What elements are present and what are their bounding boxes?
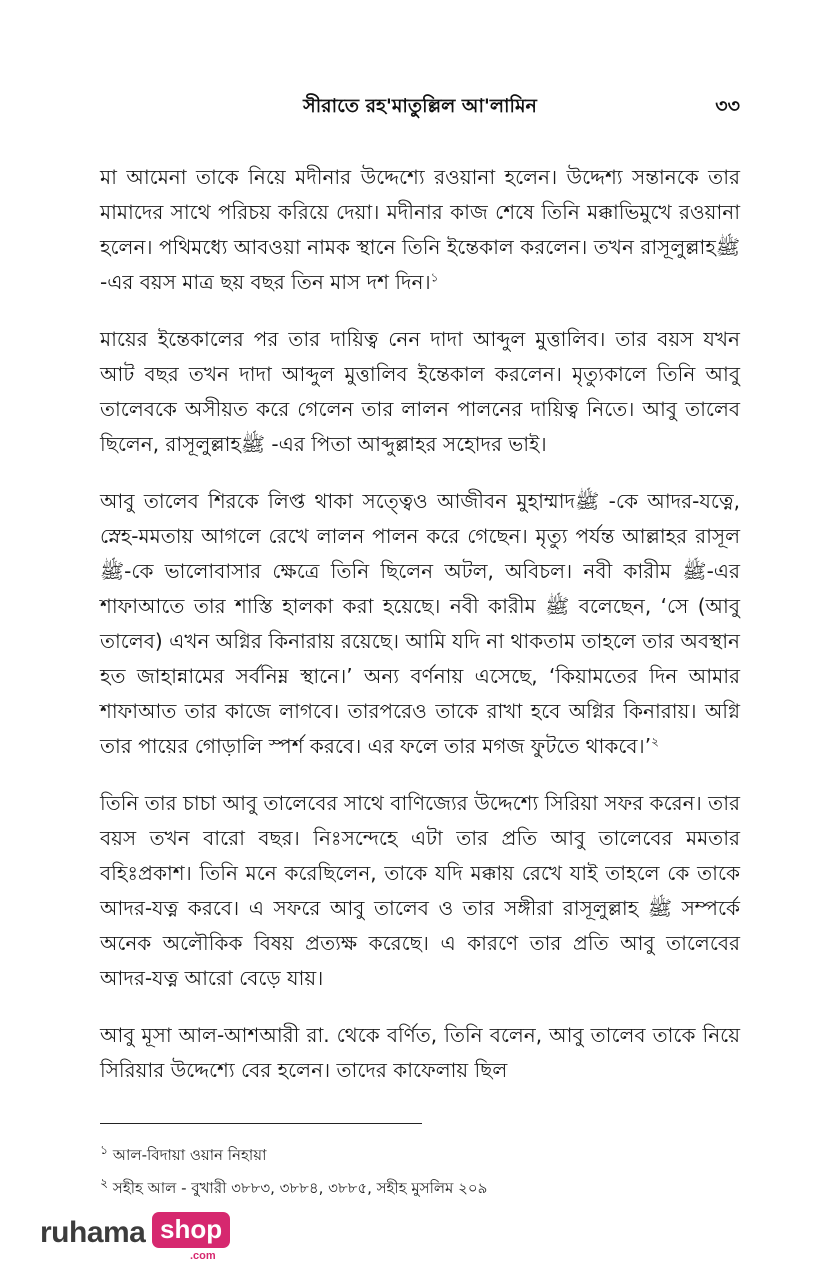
footnote-text: সহীহ আল - বুখারী ৩৮৮৩, ৩৮৮৪, ৩৮৮৫, সহীহ মুসলিম ২০৯: [112, 1179, 488, 1197]
paragraph: [100, 160, 740, 300]
footnote-divider: [100, 1123, 422, 1124]
footnote-item: [100, 1169, 740, 1202]
logo-brand: ruhama: [40, 1216, 146, 1249]
book-title: সীরাতে রহ'মাতুল্লিল আ'লামিন: [303, 95, 537, 117]
footnotes: [100, 1136, 740, 1202]
logo-badge: shop: [152, 1212, 230, 1248]
footnote-mark: ১: [100, 1142, 109, 1157]
paragraph: [100, 484, 740, 764]
paragraph: [100, 786, 740, 996]
footnote-item: [100, 1136, 740, 1169]
paragraph-text: মা আমেনা তাকে নিয়ে মদীনার উদ্দেশ্যে রওয়ানা হলেন। উদ্দেশ্য সন্তানকে তার মামাদের সাথে পরিচয় করিয়ে দেয়া। মদীনার কাজ শেষে তিনি মক্কাভিমুখে রওয়ানা হলেন। পথিমধ্যে আবওয়া নামক স্থানে তিনি ইন্তেকাল করলেন। তখন রাসূলুল্লাহﷺ -এর বয়স মাত্র ছয় বছর তিন মাস দশ দিন।: [100, 165, 740, 294]
page-number: ৩৩: [715, 95, 740, 117]
paragraph: [100, 1018, 740, 1088]
footnote-ref[interactable]: ২: [651, 734, 659, 749]
footnote-ref[interactable]: ১: [430, 270, 439, 285]
logo-domain: .com: [190, 1250, 216, 1262]
page-body: [100, 160, 740, 1110]
footnote-mark: ২: [100, 1175, 109, 1190]
running-header: [100, 92, 740, 126]
paragraph-text: আবু তালেব শিরকে লিপ্ত থাকা সত্ত্বেও আজীবন মুহাম্মাদﷺ -কে আদর-যত্নে, স্নেহ-মমতায় আগলে রেখে লালন পালন করে গেছেন। মৃত্যু পর্যন্ত আল্লাহর রাসূল ﷺ-কে ভালোবাসার ক্ষেত্রে তিনি ছিলেন অটল, অবিচল। নবী কারীম ﷺ-এর শাফাআতে তার শাস্তি হালকা করা হয়েছে। নবী কারীম ﷺ বলেছেন, ‘সে (আবু তালেব) এখন অগ্নির কিনারায় রয়েছে। আমি যদি না থাকতাম তাহলে তার অবস্থান হত জাহান্নামের সর্বনিম্ন স্থানে।’ অন্য বর্ণনায় এসেছে, ‘কিয়ামতের দিন আমার শাফাআত তার কাজে লাগবে। তারপরেও তাকে রাখা হবে অগ্নির কিনারায়। অগ্নি তার পায়ের গোড়ালি স্পর্শ করবে। এর ফলে তার মগজ ফুটতে থাকবে।’: [100, 489, 740, 758]
paragraph: [100, 322, 740, 462]
footnote-text: আল-বিদায়া ওয়ান নিহায়া: [112, 1146, 267, 1164]
paragraph-text: তিনি তার চাচা আবু তালেবের সাথে বাণিজ্যের উদ্দেশ্যে সিরিয়া সফর করেন। তার বয়স তখন বারো বছর। নিঃসন্দেহে এটা তার প্রতি আবু তালেবের মমতার বহিঃপ্রকাশ। তিনি মনে করেছিলেন, তাকে যদি মক্কায় রেখে যাই তাহলে কে তাকে আদর-যত্ন করবে। এ সফরে আবু তালেব ও তার সঙ্গীরা রাসূলুল্লাহ ﷺ সম্পর্কে অনেক অলৌকিক বিষয় প্রত্যক্ষ করেছে। এ কারণে তার প্রতি আবু তালেবের আদর-যত্ন আরো বেড়ে যায়।: [100, 791, 740, 990]
paragraph-text: আবু মূসা আল-আশআরী রা. থেকে বর্ণিত, তিনি বলেন, আবু তালেব তাকে নিয়ে সিরিয়ার উদ্দেশ্যে বের হলেন। তাদের কাফেলায় ছিল: [100, 1023, 740, 1082]
publisher-logo[interactable]: [40, 1212, 240, 1260]
paragraph-text: মায়ের ইন্তেকালের পর তার দায়িত্ব নেন দাদা আব্দুল মুত্তালিব। তার বয়স যখন আট বছর তখন দাদা আব্দুল মুত্তালিব ইন্তেকাল করলেন। মৃত্যুকালে তিনি আবু তালেবকে অসীয়ত করে গেলেন তার লালন পালনের দায়িত্ব নিতে। আবু তালেব ছিলেন, রাসূলুল্লাহﷺ -এর পিতা আব্দুল্লাহর সহোদর ভাই।: [100, 327, 740, 456]
